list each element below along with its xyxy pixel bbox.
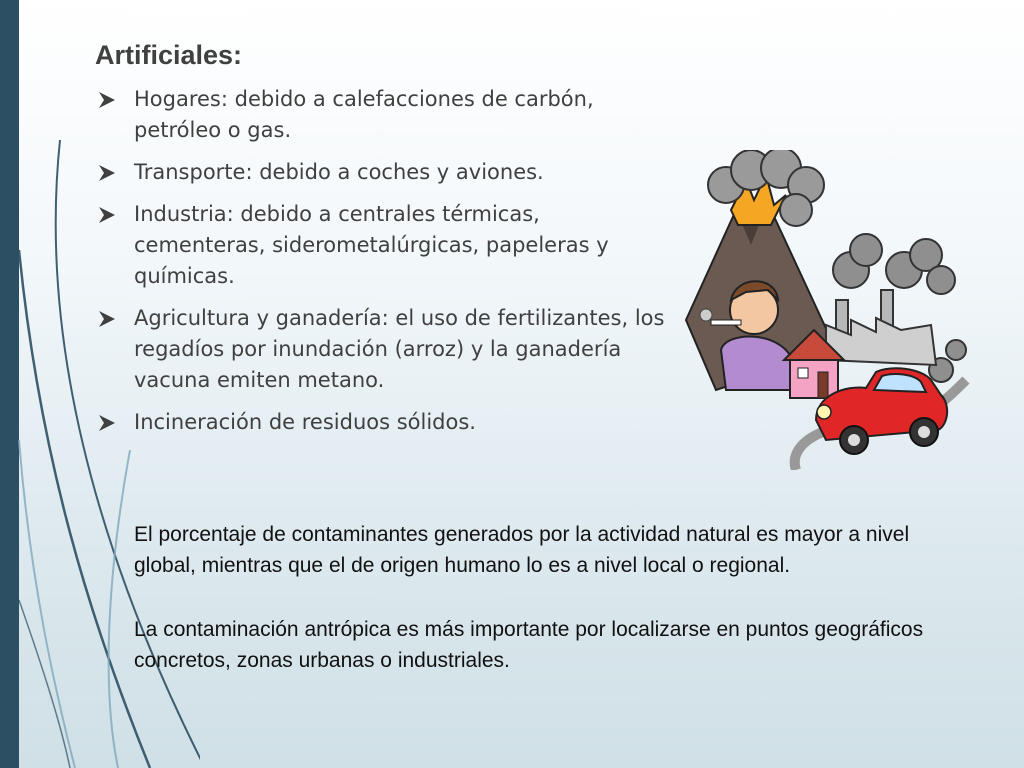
- list-item: [97, 84, 677, 146]
- paragraph-global-vs-local: El porcentaje de contaminantes generados por la actividad natural es mayor a nivel global, mientras que el de origen humano lo es a nivel local o regional.: [134, 523, 910, 577]
- arrow-bullet-icon: [97, 309, 117, 329]
- list-item: [97, 407, 677, 438]
- arrow-bullet-icon: [97, 413, 117, 433]
- list-item: [97, 199, 677, 292]
- page-title: Artificiales:: [95, 40, 243, 70]
- bullet-text: Incineración de residuos sólidos.: [134, 410, 476, 434]
- bullet-list: [97, 84, 677, 449]
- bullet-text: Transporte: debido a coches y aviones.: [134, 160, 544, 184]
- arrow-bullet-icon: [97, 90, 117, 110]
- arrow-bullet-icon: [97, 163, 117, 183]
- bullet-text: Hogares: debido a calefacciones de carbón, petróleo o gas.: [134, 87, 594, 142]
- list-item: [97, 157, 677, 188]
- arrow-bullet-icon: [97, 205, 117, 225]
- pollution-illustration: [676, 150, 976, 470]
- bullet-text: Industria: debido a centrales térmicas, cementeras, siderometalúrgicas, papeleras y químicas.: [134, 202, 609, 288]
- bullet-text: Agricultura y ganadería: el uso de fertilizantes, los regadíos por inundación (arroz) y la ganadería vacuna emiten metano.: [134, 306, 665, 392]
- paragraph-anthropic: La contaminación antrópica es más importante por localizarse en puntos geográficos concretos, zonas urbanas o industriales.: [134, 618, 924, 672]
- list-item: [97, 303, 677, 396]
